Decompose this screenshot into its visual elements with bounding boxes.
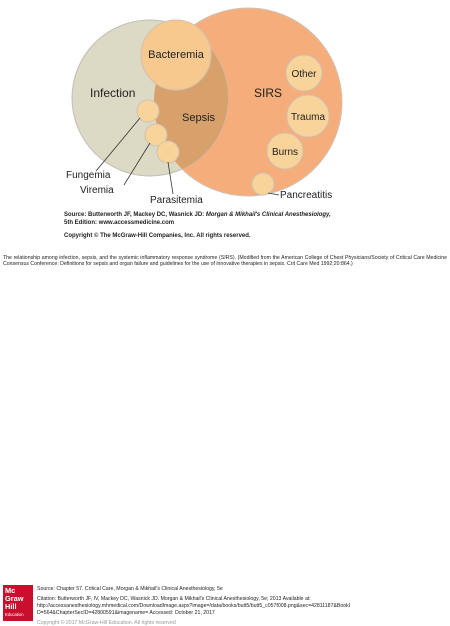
- logo-text-mc: Mc: [5, 586, 16, 595]
- pancreatitis-circle: [252, 173, 274, 195]
- figure-source-line1: Source: Butterworth JF, Mackey DC, Wasnick JD: Morgan & Mikhail's Clinical Anesthesiology,: [64, 212, 331, 218]
- footer-citation-line1: Citation: Butterworth JF, IV, Mackey DC, Wasnick JD. Morgan & Mikhail's Clinical Anesthesiology, 5e; 2013 Available at:: [37, 596, 311, 602]
- fungemia-label: Fungemia: [66, 170, 111, 181]
- parasitemia-label: Parasitemia: [150, 195, 203, 206]
- figure-source-line2: 5th Edition: www.accessmedicine.com: [64, 220, 175, 226]
- pancreatitis-leader: [268, 193, 279, 195]
- logo-text-education: Education: [5, 611, 24, 617]
- figure-caption: The relationship among infection, sepsis, and the systemic inflammatory response syndrome (SIRS). (Modified from the American College of Chest Physicians/Society of Critical Care Medicine Consensus Conference: Definitions for sepsis and organ failure and guidelines for the use of innovative therapies in sepsis. Crit Care Med 1992;20:864.): [3, 255, 447, 268]
- bacteremia-label: Bacteremia: [148, 49, 204, 61]
- logo-text-graw: Graw: [5, 594, 24, 604]
- other-label: Other: [291, 69, 317, 80]
- mcgraw-hill-logo: [3, 585, 33, 621]
- pancreatitis-label: Pancreatitis: [280, 190, 333, 201]
- figure-copyright-line: Copyright © The McGraw-Hill Companies, Inc. All rights reserved.: [64, 233, 251, 239]
- parasitemia-circle: [157, 141, 179, 163]
- logo-text-hill: Hill: [5, 602, 17, 612]
- infection-label: Infection: [90, 86, 136, 100]
- trauma-label: Trauma: [290, 112, 326, 123]
- footer-source-line: Source: Chapter 57. Critical Care, Morgan & Mikhail's Clinical Anesthesiology, 5e: [37, 586, 223, 592]
- citation-footer: [0, 292, 450, 626]
- sirs-sepsis-diagram: [0, 0, 450, 250]
- burns-label: Burns: [271, 147, 299, 158]
- footer-citation-line3: D=564&ChapterSecID=42800591&imagename= Accessed: October 21, 2017: [37, 610, 215, 616]
- viremia-label: Viremia: [80, 185, 114, 196]
- sirs-label: SIRS: [254, 86, 283, 100]
- footer-citation-line2[interactable]: http://accessanesthesiology.mhmedical.com/DownloadImage.aspx?image=/data/books/butt5/butt5_c057f008.png&sec=42811187&BookI: [37, 603, 351, 609]
- fungemia-circle: [137, 100, 159, 122]
- sepsis-label: Sepsis: [182, 112, 216, 124]
- footer-copyright: Copyright © 2017 McGraw-Hill Education. All rights reserved: [37, 620, 176, 626]
